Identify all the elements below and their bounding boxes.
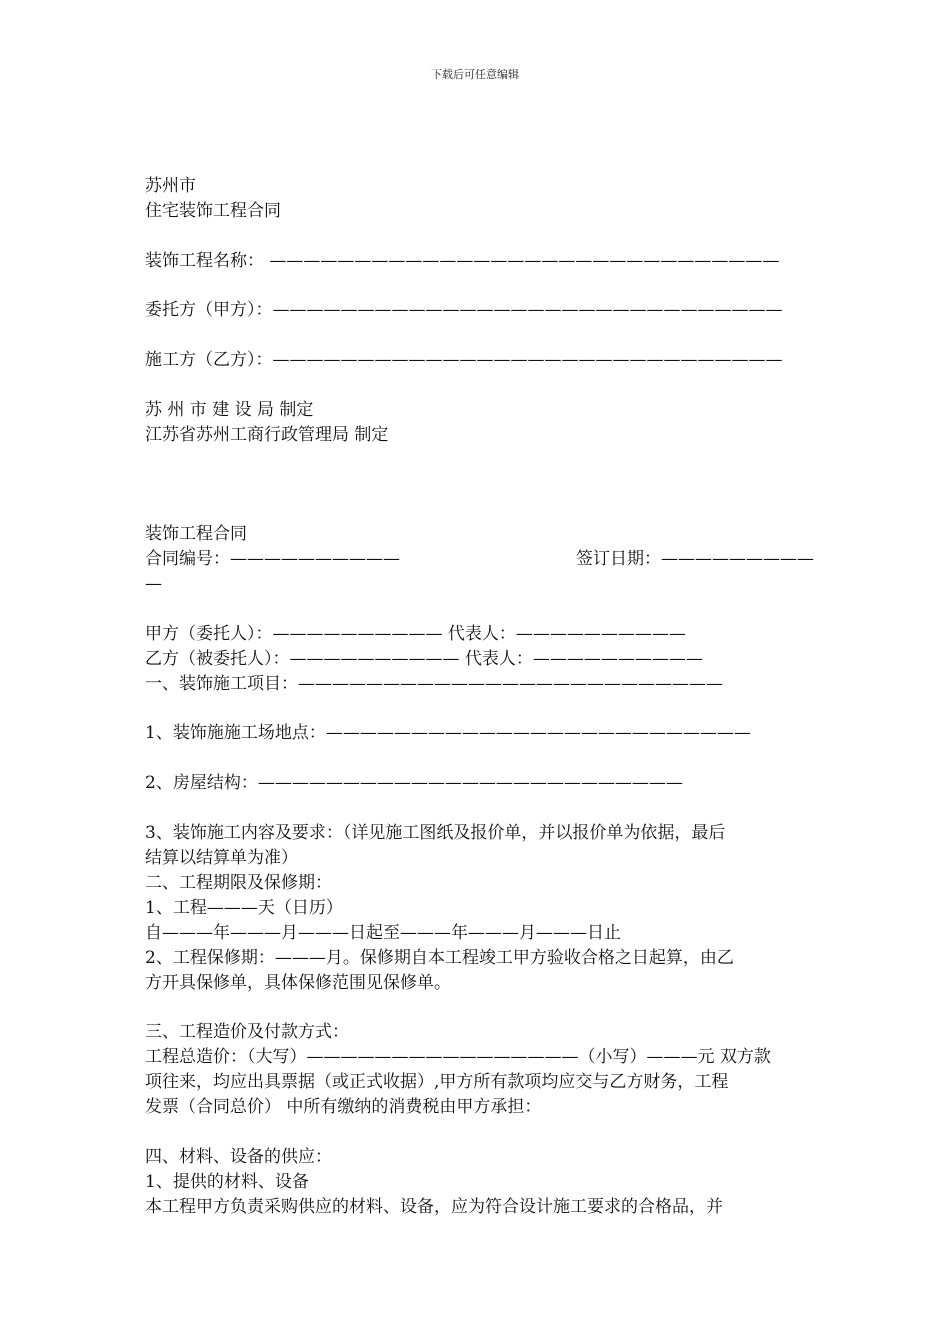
party-a-line: 甲方（委托人）：—————————— 代表人：—————————— bbox=[145, 624, 686, 644]
section-1-item-3: 3、装饰施工内容及要求：（详见施工图纸及报价单，并以报价单为依据，最后 bbox=[145, 823, 726, 843]
party-b-line: 乙方（被委托人）：—————————— 代表人：—————————— bbox=[145, 649, 703, 669]
section-2-item-1: 1、工程———天（日历） bbox=[145, 898, 343, 918]
section-2-item-2: 2、工程保修期：———月。保修期自本工程竣工甲方验收合格之日起算，由乙 bbox=[145, 948, 734, 968]
sign-date-field: 签订日期：————————— bbox=[576, 549, 814, 569]
section-2-period: 自———年———月———日起至———年———月———日止 bbox=[145, 923, 621, 943]
party-b-field: 施工方（乙方）：—————————————————————————————— bbox=[145, 350, 783, 370]
cover-city: 苏州市 bbox=[145, 176, 196, 196]
contract-number-field: 合同编号：—————————— bbox=[145, 549, 400, 569]
issuer-line-1: 苏 州 市 建 设 局 制定 bbox=[145, 400, 314, 420]
issuer-line-2: 江苏省苏州工商行政管理局 制定 bbox=[145, 425, 389, 445]
section-4-title: 四、材料、设备的供应： bbox=[145, 1147, 332, 1167]
header-note: 下载后可任意编辑 bbox=[431, 68, 519, 81]
project-name-field: 装饰工程名称： —————————————————————————————— bbox=[145, 251, 780, 271]
section-4-line-1: 本工程甲方负责采购供应的材料、设备，应为符合设计施工要求的合格品，并 bbox=[145, 1197, 723, 1217]
section-3-title: 三、工程造价及付款方式： bbox=[145, 1022, 349, 1042]
section-1-item-3-cont: 结算以结算单为准） bbox=[145, 848, 298, 868]
cover-title: 住宅装饰工程合同 bbox=[145, 201, 281, 221]
section-1-title: 一、装饰施工项目：————————————————————————— bbox=[145, 674, 723, 694]
section-2-title: 二、工程期限及保修期： bbox=[145, 873, 332, 893]
sign-date-tail: — bbox=[145, 574, 162, 594]
section-3-line-1: 工程总造价：（大写）————————————————（小写）———元 双方款 bbox=[145, 1047, 771, 1067]
party-a-field: 委托方（甲方）：—————————————————————————————— bbox=[145, 300, 783, 320]
section-1-item-1: 1、装饰施施工场地点：————————————————————————— bbox=[145, 723, 751, 743]
section-4-item-1: 1、提供的材料、设备 bbox=[145, 1172, 309, 1192]
section-1-item-2: 2、房屋结构：————————————————————————— bbox=[145, 773, 683, 793]
contract-title: 装饰工程合同 bbox=[145, 524, 247, 544]
section-3-line-3: 发票（合同总价） 中所有缴纳的消费税由甲方承担： bbox=[145, 1097, 542, 1117]
section-2-item-2-cont: 方开具保修单，具体保修范围见保修单。 bbox=[145, 973, 451, 993]
section-3-line-2: 项往来，均应出具票据（或正式收据）,甲方所有款项均应交与乙方财务，工程 bbox=[145, 1072, 729, 1092]
